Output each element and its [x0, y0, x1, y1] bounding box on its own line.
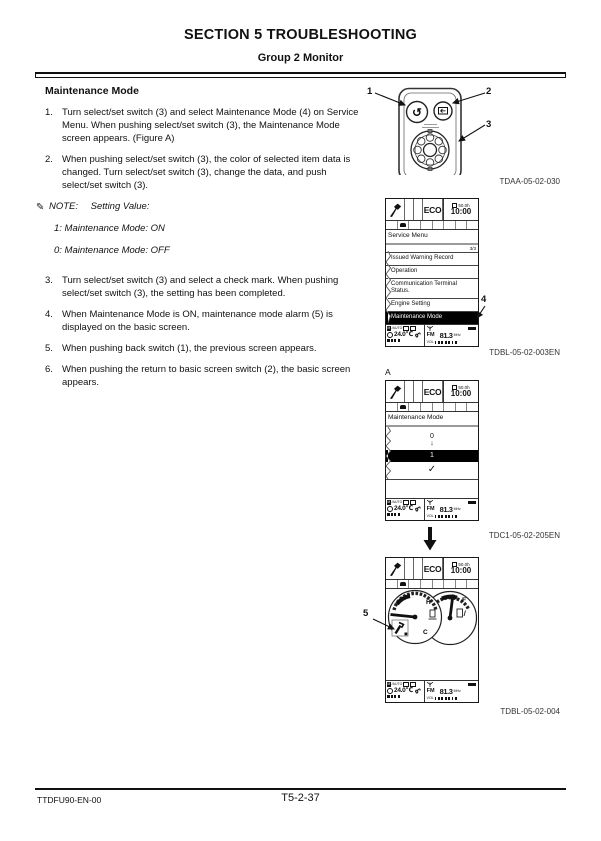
antenna-icon: [427, 326, 433, 331]
menu-item: Issued Warning Record: [386, 253, 478, 266]
hourmeter-value: 50.0h: [458, 203, 470, 208]
auto-label: /AUTO: [391, 682, 403, 687]
step-3: [45, 275, 363, 301]
battery-icon: [468, 683, 476, 687]
radio-unit: MHz: [453, 333, 461, 338]
pencil-icon: ✎: [36, 201, 45, 213]
step-number: 2.: [45, 153, 53, 165]
screen-title: Maintenance Mode: [388, 413, 444, 421]
volume-label: VOL: [426, 696, 434, 700]
auto-label: /AUTO: [391, 500, 403, 505]
fan-icon: [414, 687, 421, 694]
maintenance-mode-screen: [385, 380, 479, 521]
step-text: When pushing the return to basic screen switch (2), the basic screen appears.: [62, 363, 351, 388]
antenna-icon: [427, 682, 433, 687]
step-6: [45, 364, 363, 390]
note-value-1: 1: Maintenance Mode: ON: [54, 223, 165, 235]
note-label: NOTE:: [49, 200, 79, 212]
callout-4: 4: [481, 294, 487, 305]
step-2: [45, 154, 363, 193]
fuel-full-label: F: [462, 597, 466, 604]
body-text-column: [36, 84, 363, 397]
screen-title: Service Menu: [388, 231, 428, 239]
title-divider: [386, 425, 478, 427]
radio-unit: MHz: [453, 689, 461, 694]
callout-1: 1: [367, 86, 373, 97]
volume-label: VOL: [426, 514, 434, 518]
status-block-icon: [387, 695, 390, 698]
step-text: Turn select/set switch (3) and select Maintenance Mode (4) on Service Menu. When pushing select/set switch (3), the Maintenance Mode screen appears. (Figure A): [62, 107, 359, 145]
menu-item: Operation: [386, 266, 478, 279]
fan-icon: [414, 331, 421, 338]
eco-mode-label: ECO: [423, 204, 442, 215]
screen-top-bar: [386, 381, 478, 403]
indicator-row: [386, 221, 478, 230]
service-tool-icon: [389, 562, 402, 576]
auto-label: /AUTO: [391, 326, 403, 331]
mode-m-badge: M: [387, 682, 391, 687]
clock-value: 10:00: [450, 389, 472, 398]
figure-caption: TDBL-05-02-004: [500, 707, 560, 716]
service-menu-list: [386, 252, 478, 325]
service-tool-icon: [389, 203, 402, 217]
document-code: TTDFU90-EN-00: [37, 795, 102, 805]
page-number: T5-2-37: [281, 792, 320, 804]
battery-icon: [468, 501, 476, 505]
temp-cold-label: C: [423, 629, 428, 636]
figure-caption: TDC1-05-02-205EN: [488, 531, 560, 540]
temp-icon: [387, 332, 393, 338]
radio-band: FM: [426, 688, 435, 695]
header-rule: [35, 72, 566, 78]
panel-callout-arrows: [360, 84, 500, 164]
radio-frequency: 81.3: [439, 505, 453, 514]
radio-frequency: 81.3: [439, 687, 453, 696]
eco-mode-label: ECO: [423, 386, 442, 397]
cab-temperature: 24.0℃: [394, 505, 414, 512]
maintenance-indicator-icon: [400, 582, 406, 586]
back-arrow-icon: ↺: [411, 105, 423, 120]
step-text: Turn select/set switch (3) and select a check mark. When pushing select/set switch (3), the setting has been completed.: [62, 275, 339, 300]
mode-m-badge: M: [387, 500, 391, 505]
step-4: [45, 309, 363, 335]
clock-value: 10:00: [450, 566, 472, 575]
topic-heading: Maintenance Mode: [45, 85, 139, 97]
step-number: 4.: [45, 308, 53, 320]
note-block: [36, 201, 363, 215]
status-bar: [386, 680, 478, 702]
page-indicator: 3/3: [469, 245, 476, 251]
status-block-icon: [387, 513, 390, 516]
step-number: 3.: [45, 275, 53, 287]
maintenance-indicator-icon: [400, 405, 406, 409]
screen-transition-arrow: [423, 527, 437, 551]
mode-m-badge: M: [387, 326, 391, 331]
setting-value-off: 0: [430, 432, 434, 440]
cab-temperature: 24.0℃: [394, 331, 414, 338]
indicator-row: [386, 403, 478, 412]
screen-top-bar: [386, 558, 478, 580]
setting-value-area: [386, 433, 478, 480]
antenna-icon: [427, 500, 433, 505]
hourmeter-value: 50.0h: [458, 385, 470, 390]
section-title: SECTION 5 TROUBLESHOOTING: [184, 27, 417, 43]
battery-icon: [468, 327, 476, 331]
step-1: [45, 107, 363, 146]
radio-band: FM: [426, 506, 435, 513]
setting-value-on-selected: 1: [386, 450, 478, 462]
figure-caption: TDAA-05-02-030: [499, 177, 560, 186]
service-menu-screen: [385, 198, 479, 347]
step-number: 6.: [45, 363, 53, 375]
down-arrow-glyph: ↓: [430, 439, 434, 447]
step-text: When pushing select/set switch (3), the color of selected item data is changed. Turn select/set switch (3), change the data, and push select/set switch (3).: [62, 153, 351, 191]
menu-item: Communication Terminal Status.: [386, 279, 478, 299]
cab-temperature: 24.0℃: [394, 687, 414, 694]
group-title: Group 2 Monitor: [257, 52, 344, 64]
radio-band: FM: [426, 332, 435, 339]
radio-unit: MHz: [453, 507, 461, 512]
scroll-squiggle: [385, 427, 391, 479]
step-text: When pushing back switch (1), the previous screen appears.: [62, 342, 317, 354]
clock-value: 10:00: [450, 207, 472, 216]
status-bar: [386, 498, 478, 520]
menu-item-selected: Maintenance Mode: [386, 312, 478, 325]
maintenance-indicator-icon: [400, 223, 406, 227]
temp-hot-label: H: [426, 599, 431, 606]
callout-5: 5: [363, 608, 369, 619]
screen-top-bar: [386, 199, 478, 221]
scroll-squiggle: [385, 251, 391, 323]
figure-caption: TDBL-05-02-003EN: [489, 348, 560, 357]
callout-5-arrow: [368, 614, 400, 636]
fan-icon: [414, 505, 421, 512]
volume-label: VOL: [426, 340, 434, 344]
step-number: 5.: [45, 342, 53, 354]
temp-icon: [387, 688, 393, 694]
step-number: 1.: [45, 107, 53, 119]
callout-2: 2: [486, 86, 492, 97]
temp-icon: [387, 506, 393, 512]
step-text: When Maintenance Mode is ON, maintenance mode alarm (5) is displayed on the basic screen.: [62, 308, 333, 333]
callout-4-arrow: [470, 302, 492, 324]
note-value-0: 0: Maintenance Mode: OFF: [54, 245, 170, 257]
eco-mode-label: ECO: [423, 563, 442, 574]
figure-a-label: A: [385, 367, 391, 377]
status-block-icon: [387, 339, 390, 342]
menu-item: Engine Setting: [386, 299, 478, 312]
radio-frequency: 81.3: [439, 331, 453, 340]
indicator-row: [386, 580, 478, 589]
footer-rule: [35, 788, 566, 790]
status-bar: [386, 324, 478, 346]
confirm-check-mark: ✓: [427, 463, 437, 475]
note-title: Setting Value:: [90, 200, 150, 212]
hourmeter-value: 50.0h: [458, 562, 470, 567]
service-tool-icon: [389, 385, 402, 399]
callout-3: 3: [486, 119, 492, 130]
step-5: [45, 343, 363, 356]
